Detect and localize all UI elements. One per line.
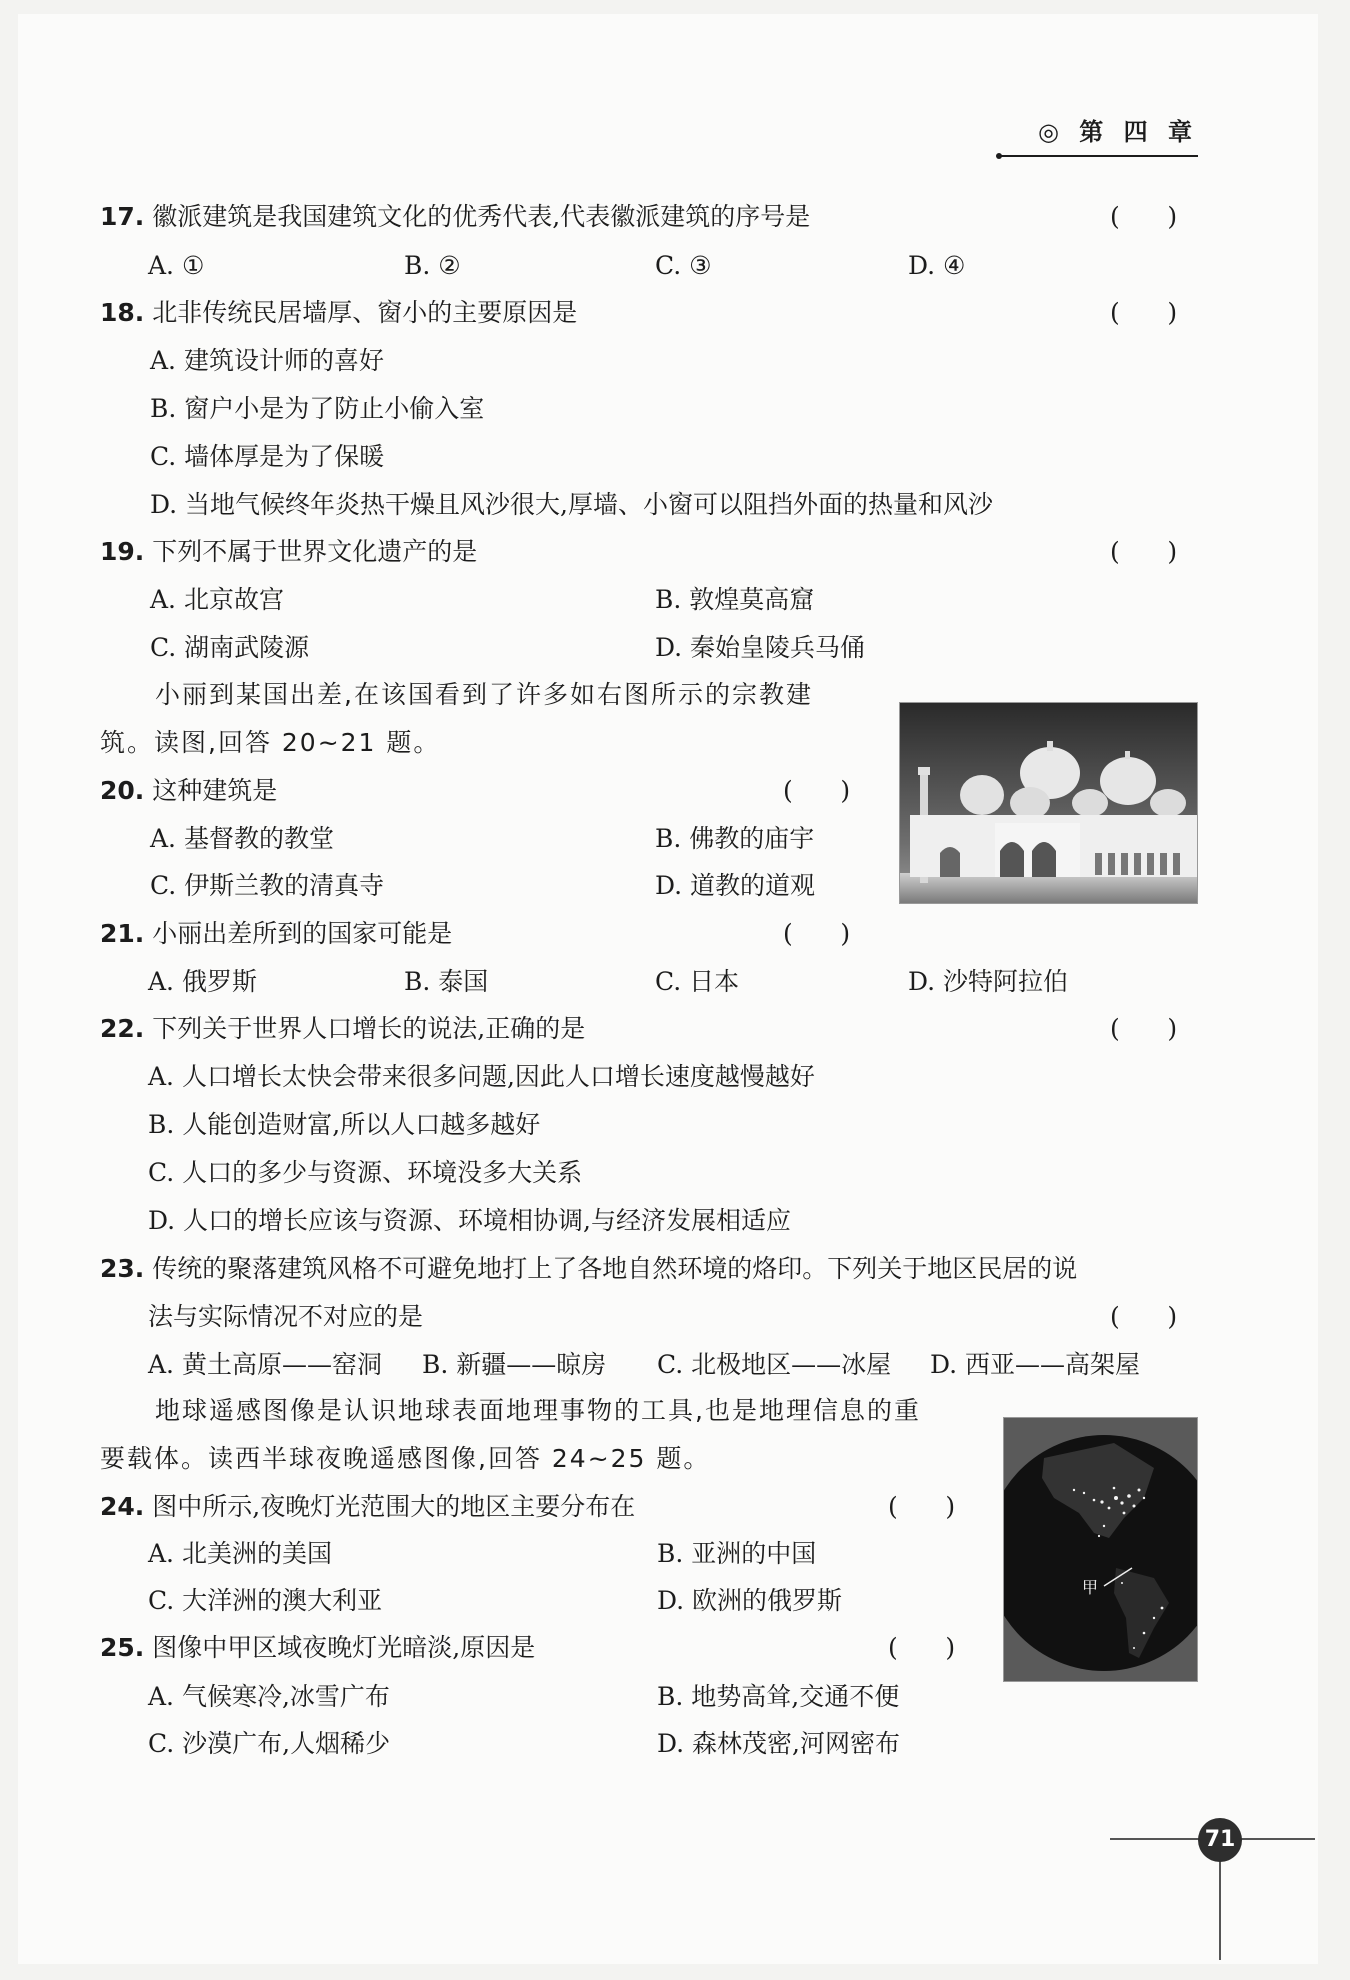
question-21-option-b: B. 泰国 bbox=[404, 967, 489, 996]
question-25-text: 图像中甲区域夜晚灯光暗淡,原因是 bbox=[144, 1633, 536, 1662]
question-18-option-a: A. 建筑设计师的喜好 bbox=[150, 346, 384, 375]
question-17-text: 徽派建筑是我国建筑文化的优秀代表,代表徽派建筑的序号是 bbox=[144, 202, 811, 231]
night-satellite-map bbox=[1003, 1417, 1198, 1682]
question-21-text: 小丽出差所到的国家可能是 bbox=[144, 919, 453, 948]
question-24-option-a: A. 北美洲的美国 bbox=[148, 1539, 332, 1568]
question-25 bbox=[100, 1631, 535, 1665]
page-number: 71 bbox=[1198, 1818, 1242, 1862]
passage-20-21-line-2: 筑。读图,回答 20~21 题。 bbox=[100, 728, 441, 757]
question-23 bbox=[100, 1252, 1077, 1286]
question-25-answer-blank: ( ) bbox=[888, 1633, 956, 1662]
question-20-answer-blank: ( ) bbox=[783, 776, 851, 805]
question-22-option-d: D. 人口的增长应该与资源、环境相协调,与经济发展相适应 bbox=[148, 1206, 791, 1235]
passage-24-25-line-2: 要载体。读西半球夜晚遥感图像,回答 24~25 题。 bbox=[100, 1444, 711, 1473]
question-18-option-c: C. 墙体厚是为了保暖 bbox=[150, 442, 385, 471]
question-19-option-a: A. 北京故宫 bbox=[150, 585, 284, 614]
question-22-text: 下列关于世界人口增长的说法,正确的是 bbox=[144, 1014, 586, 1043]
question-23-answer-blank: ( ) bbox=[1110, 1302, 1178, 1331]
question-20-option-b: B. 佛教的庙宇 bbox=[655, 824, 815, 853]
question-18-number: 18. bbox=[100, 298, 145, 327]
western-hemisphere-night-image bbox=[1004, 1418, 1197, 1681]
question-18-answer-blank: ( ) bbox=[1110, 298, 1178, 327]
question-17-option-b: B. ② bbox=[404, 251, 461, 280]
question-21 bbox=[100, 917, 452, 951]
chapter-header: ◎ 第 四 章 bbox=[1037, 118, 1198, 146]
question-24-answer-blank: ( ) bbox=[888, 1492, 956, 1521]
question-18-option-d: D. 当地气候终年炎热干燥且风沙很大,厚墙、小窗可以阻挡外面的热量和风沙 bbox=[150, 490, 993, 519]
question-20-text: 这种建筑是 bbox=[144, 776, 278, 805]
question-19-number: 19. bbox=[100, 537, 145, 566]
question-25-option-d: D. 森林茂密,河网密布 bbox=[657, 1729, 900, 1758]
question-25-option-c: C. 沙漠广布,人烟稀少 bbox=[148, 1729, 391, 1758]
question-20 bbox=[100, 774, 277, 808]
question-22-option-c: C. 人口的多少与资源、环境没多大关系 bbox=[148, 1158, 583, 1187]
question-25-option-b: B. 地势高耸,交通不便 bbox=[657, 1682, 900, 1711]
question-17-option-a: A. ① bbox=[148, 251, 205, 280]
question-23-option-b: B. 新疆——晾房 bbox=[422, 1350, 607, 1379]
question-21-answer-blank: ( ) bbox=[783, 919, 851, 948]
question-22-number: 22. bbox=[100, 1014, 145, 1043]
question-23-option-c: C. 北极地区——冰屋 bbox=[657, 1350, 892, 1379]
question-20-number: 20. bbox=[100, 776, 145, 805]
question-20-option-c: C. 伊斯兰教的清真寺 bbox=[150, 871, 385, 900]
question-17-option-d: D. ④ bbox=[908, 251, 966, 280]
map-label-jia: 甲 bbox=[1082, 1578, 1099, 1597]
passage-24-25-line-1: 地球遥感图像是认识地球表面地理事物的工具,也是地理信息的重 bbox=[155, 1396, 921, 1425]
question-17 bbox=[100, 200, 810, 234]
question-19-answer-blank: ( ) bbox=[1110, 537, 1178, 566]
question-17-answer-blank: ( ) bbox=[1110, 202, 1178, 231]
passage-20-21-line-1: 小丽到某国出差,在该国看到了许多如右图所示的宗教建 bbox=[155, 680, 813, 709]
question-23-option-d: D. 西亚——高架屋 bbox=[930, 1350, 1141, 1379]
question-24-number: 24. bbox=[100, 1492, 145, 1521]
question-19-option-b: B. 敦煌莫高窟 bbox=[655, 585, 815, 614]
question-19-text: 下列不属于世界文化遗产的是 bbox=[144, 537, 478, 566]
question-20-option-a: A. 基督教的教堂 bbox=[150, 824, 334, 853]
question-17-option-c: C. ③ bbox=[655, 251, 712, 280]
question-23-option-a: A. 黄土高原——窑洞 bbox=[148, 1350, 382, 1379]
question-20-option-d: D. 道教的道观 bbox=[655, 871, 816, 900]
question-25-option-a: A. 气候寒冷,冰雪广布 bbox=[148, 1682, 390, 1711]
question-21-option-a: A. 俄罗斯 bbox=[148, 967, 257, 996]
question-19-option-c: C. 湖南武陵源 bbox=[150, 633, 310, 662]
question-18-text: 北非传统民居墙厚、窗小的主要原因是 bbox=[144, 298, 578, 327]
question-22-option-b: B. 人能创造财富,所以人口越多越好 bbox=[148, 1110, 541, 1139]
question-24 bbox=[100, 1490, 635, 1524]
question-21-option-c: C. 日本 bbox=[655, 967, 740, 996]
question-18-option-b: B. 窗户小是为了防止小偷入室 bbox=[150, 394, 485, 423]
question-23-text: 传统的聚落建筑风格不可避免地打上了各地自然环境的烙印。下列关于地区民居的说 bbox=[144, 1254, 1078, 1283]
question-23-number: 23. bbox=[100, 1254, 145, 1283]
question-21-number: 21. bbox=[100, 919, 145, 948]
question-21-option-d: D. 沙特阿拉伯 bbox=[908, 967, 1069, 996]
question-19-option-d: D. 秦始皇陵兵马俑 bbox=[655, 633, 866, 662]
question-22 bbox=[100, 1012, 585, 1046]
question-25-number: 25. bbox=[100, 1633, 145, 1662]
question-18 bbox=[100, 296, 577, 330]
question-23-text-continued: 法与实际情况不对应的是 bbox=[148, 1302, 424, 1331]
header-rule bbox=[1000, 155, 1198, 157]
question-24-option-d: D. 欧洲的俄罗斯 bbox=[657, 1586, 843, 1615]
question-22-option-a: A. 人口增长太快会带来很多问题,因此人口增长速度越慢越好 bbox=[148, 1062, 815, 1091]
question-17-number: 17. bbox=[100, 202, 145, 231]
mosque-illustration bbox=[900, 703, 1197, 903]
question-24-option-b: B. 亚洲的中国 bbox=[657, 1539, 817, 1568]
mosque-photo bbox=[899, 702, 1198, 904]
question-24-option-c: C. 大洋洲的澳大利亚 bbox=[148, 1586, 383, 1615]
question-19 bbox=[100, 535, 477, 569]
page-number-vertical-rule bbox=[1219, 1860, 1221, 1960]
question-22-answer-blank: ( ) bbox=[1110, 1014, 1178, 1043]
question-24-text: 图中所示,夜晚灯光范围大的地区主要分布在 bbox=[144, 1492, 636, 1521]
